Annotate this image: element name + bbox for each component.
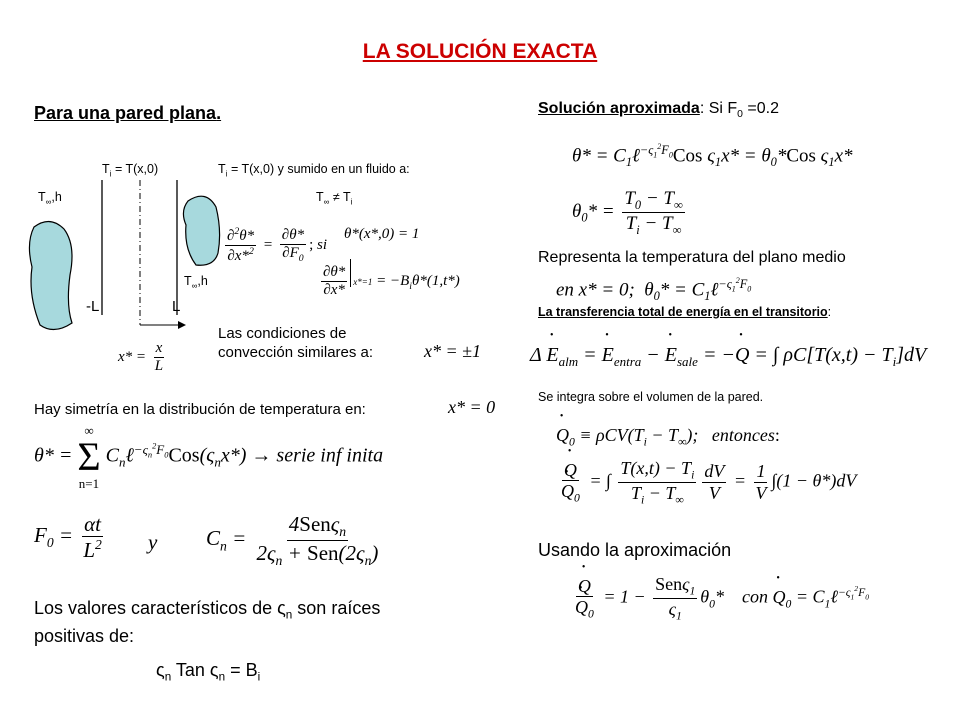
eigen-equation: $\varsigma_n$ Tan $\varsigma_n = B_i$ <box>156 660 261 684</box>
series-solution: θ* = ∞ Σ n=1 $C_n\ell^{-\varsigma_n^2F_0}Cos(\varsigma_nx*)$ → serie inf inita <box>34 423 384 491</box>
cond-line2: convección similares a: <box>218 344 374 361</box>
energy-balance: Δ • $E_{alm}$ = • $E_{entra}$ − • $E_{sale}$ = −• Q = ∫ $\rho C[T(x,t) - T_i]dV$ <box>530 344 926 370</box>
tinf-h-right: $T_\infty,h$ <box>184 274 208 291</box>
mid-plane-eq: en x* = 0; $\theta_0*$ = $C_1\ell^{-\varsigma_1^2F_0}$ <box>556 276 752 304</box>
cond-line1: Las condiciones de <box>218 325 347 342</box>
integrate-note: Se integra sobre el volumen de la pared. <box>538 390 764 404</box>
approx-heading: Solución aproximada: Si $F_0 =0.2$ <box>538 100 779 121</box>
theta0-definition: $\theta_0*$ = $\frac{T_0 - T_\infty}{T_i - T_\infty}$ <box>572 188 683 237</box>
left-heading: Para una pared plana. <box>34 103 222 123</box>
page-title: LA SOLUCIÓN EXACTA <box>362 40 598 63</box>
cond-value: x* = ±1 <box>424 341 482 361</box>
pde-equation: $\frac{\partial^2\theta*}{\partial x*^2}$ = $\frac{\partial\theta*}{\partial F_0}$ ; si <box>227 226 328 265</box>
minus-l-label: -L <box>86 298 100 315</box>
q-ratio-integral: • Q • $Q_0$ = ∫ $\frac{T(x,t) - T_i}{T_i - T_\infty}$ $\frac{dV}{V}$ = $\frac{1}{V}$ ∫(1 − θ*)dV <box>556 458 856 507</box>
fluid-blob-right <box>183 196 219 265</box>
tinf-h-left: $T_\infty,h$ <box>38 190 62 207</box>
usando-text: Usando la aproximación <box>538 540 732 560</box>
initial-condition: θ*(x*,0) = 1 <box>344 226 420 242</box>
cn-coefficient: $C_n$ = $\frac{4Sen\varsigma_n}{2\varsigma_n + Sen(2\varsigma_n)}$ <box>206 512 379 569</box>
y-connector: y <box>148 530 158 554</box>
q-approx: • Q • $Q_0$ = 1 − $\frac{Sen\varsigma_1}{\varsigma_1}$ $\theta_0*$ con • $Q_0$ = $C_1\ell^{-\varsigma_1^2F_0}$ <box>570 574 869 623</box>
mid-plane-text: Representa la temperatura del plano medio <box>538 249 846 266</box>
bc-equation: $\frac{\partial\theta*}{\partial x*}$ $x*=1 = -B_i\theta*(1,t*)$ <box>318 264 460 300</box>
energy-heading: La transferencia total de energía en el transitorio: <box>538 305 832 319</box>
fourier-number: $F_0$ = $\frac{\alpha t}{L^2}$ <box>34 512 102 563</box>
symmetry-value: x* = 0 <box>448 397 496 417</box>
roots-line1: Los valores característicos de $\varsigma_n$ son raíces <box>34 598 381 622</box>
roots-line2: positivas de: <box>34 626 135 646</box>
fluid-blob-left <box>29 221 72 329</box>
symmetry-text: Hay simetría en la distribución de temperatura en: <box>34 401 366 418</box>
xstar-definition: x* = $\frac{x}{L}$ <box>118 340 164 375</box>
x-axis-arrow <box>178 321 186 329</box>
approx-solution: $\theta* = C_1\ell^{-\varsigma_1^2F_0}Cos$ $\varsigma_1x* = \theta_0*Cos$ $\varsigma_1x*$ <box>572 142 853 170</box>
ti-definition: $T_i = T(x,0)$ <box>102 162 159 179</box>
plus-l-label: L <box>172 298 181 315</box>
q0-definition: • $Q_0 \equiv \rho CV(T_i - T_\infty)$; entonces: <box>556 425 780 449</box>
ti-fluid-text: $T_i = T(x,0)$ y sumido en un fluido a: <box>218 162 410 179</box>
tinf-neq-ti: $T_\infty \ne T_i$ <box>316 190 353 207</box>
